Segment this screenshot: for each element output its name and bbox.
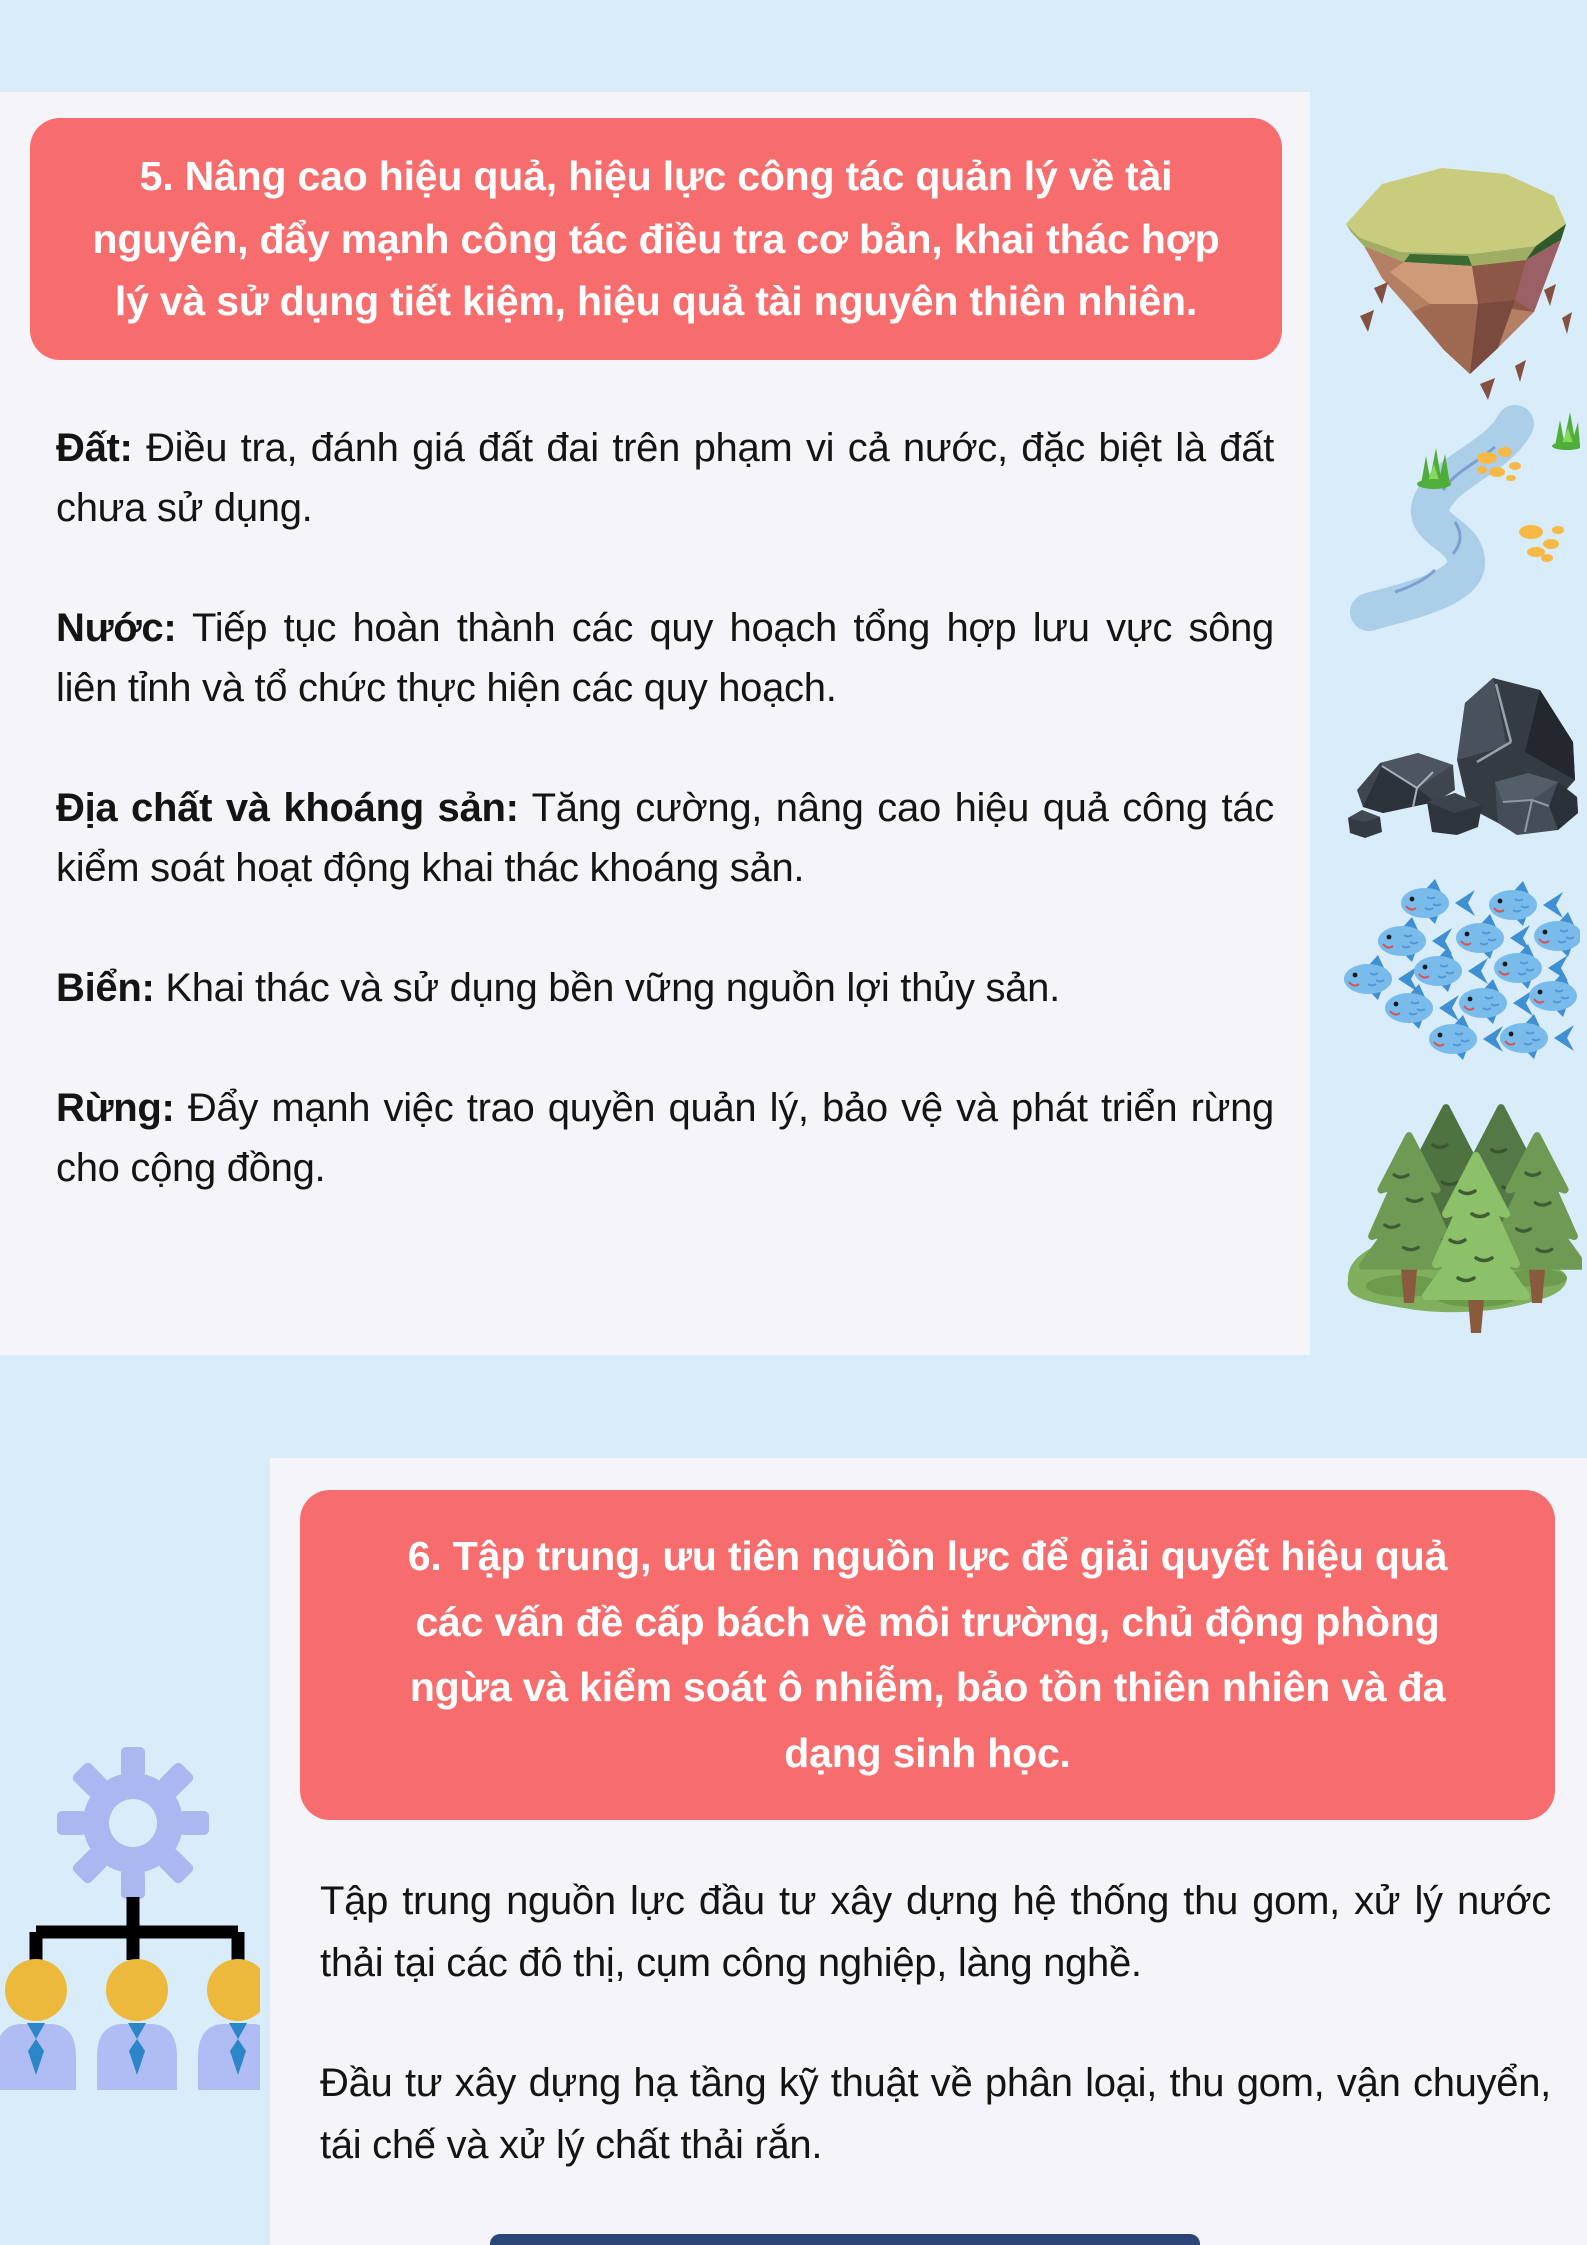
floating-land-island-icon bbox=[1330, 140, 1580, 410]
management-gear-people-icon bbox=[0, 1745, 260, 2090]
person-icon bbox=[198, 1959, 260, 2090]
paragraph-land-text: Điều tra, đánh giá đất đai trên phạm vi cả nước, đặc biệt là đất chưa sử dụng. bbox=[56, 426, 1274, 531]
paragraph-geology-text: Tăng cường, nâng cao hiệu quả công tác kiểm soát hoạt động khai thác khoáng sản. bbox=[56, 786, 1274, 891]
paragraph-sea-text: Khai thác và sử dụng bền vững nguồn lợi thủy sản. bbox=[154, 966, 1060, 1011]
section-6-title: 6. Tập trung, ưu tiên nguồn lực để giải quyết hiệu quả các vấn đề cấp bách về môi trường, chủ động phòng ngừa và kiểm soát ô nhiễm, bảo tồn thiên nhiên và đa dạng sinh học. bbox=[300, 1490, 1555, 1820]
river-icon bbox=[1335, 402, 1580, 652]
section-5-body bbox=[56, 418, 1274, 1198]
forest-icon bbox=[1324, 1098, 1582, 1338]
grass-tuft bbox=[1552, 412, 1580, 450]
section-5-panel bbox=[0, 92, 1310, 1355]
section-5-title: 5. Nâng cao hiệu quả, hiệu lực công tác quản lý về tài nguyên, đẩy mạnh công tác điều tra cơ bản, khai thác hợp lý và sử dụng tiết kiệm, hiệu quả tài nguyên thiên nhiên. bbox=[30, 118, 1282, 360]
paragraph-land bbox=[56, 418, 1274, 538]
paragraph-forest-lead: Rừng: bbox=[56, 1086, 175, 1131]
paragraph-water bbox=[56, 598, 1274, 718]
person-icon bbox=[97, 1959, 177, 2090]
paragraph-sea bbox=[56, 958, 1274, 1018]
paragraph-sea-lead: Biển: bbox=[56, 966, 155, 1011]
gear-icon bbox=[57, 1747, 209, 1899]
section-6-panel bbox=[270, 1458, 1587, 2245]
paragraph-water-text: Tiếp tục hoàn thành các quy hoạch tổng hợp lưu vực sông liên tỉnh và tổ chức thực hiện các quy hoạch. bbox=[56, 606, 1274, 711]
paragraph-water-lead: Nước: bbox=[56, 606, 177, 651]
next-section-top-edge bbox=[490, 2234, 1200, 2245]
paragraph-geology bbox=[56, 778, 1274, 898]
grass-tuft bbox=[1417, 448, 1451, 489]
paragraph-solid-waste: Đầu tư xây dựng hạ tầng kỹ thuật về phân loại, thu gom, vận chuyển, tái chế và xử lý chất thải rắn. bbox=[320, 2061, 1551, 2168]
paragraph-forest-text: Đẩy mạnh việc trao quyền quản lý, bảo vệ và phát triển rừng cho cộng đồng. bbox=[56, 1086, 1274, 1191]
section-6-body bbox=[320, 1870, 1551, 2176]
person-icon bbox=[0, 1959, 76, 2090]
paragraph-geology-lead: Địa chất và khoáng sản: bbox=[56, 786, 519, 831]
fish-school-icon bbox=[1330, 875, 1580, 1080]
paragraph-land-lead: Đất: bbox=[56, 426, 133, 471]
coal-rocks-icon bbox=[1325, 650, 1580, 875]
paragraph-wastewater: Tập trung nguồn lực đầu tư xây dựng hệ thống thu gom, xử lý nước thải tại các đô thị, cụm công nghiệp, làng nghề. bbox=[320, 1879, 1551, 1986]
paragraph-forest bbox=[56, 1078, 1274, 1198]
